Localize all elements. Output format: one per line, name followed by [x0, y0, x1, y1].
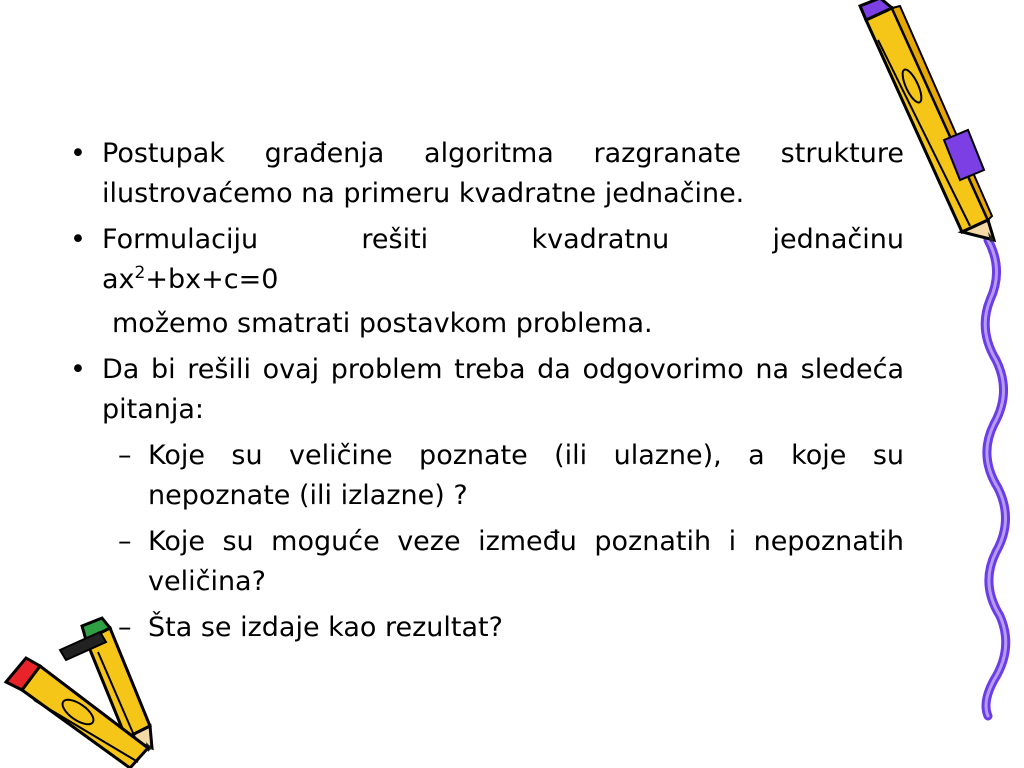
equation-rest: +bx+c=0 [145, 264, 279, 295]
bullet-text: Formulaciju rešiti kvadratnu jednačinu [102, 224, 904, 255]
sub-item-2 [66, 522, 904, 602]
sub-item-text: Šta se izdaje kao rezultat? [148, 612, 503, 643]
dash-marker: – [118, 612, 132, 643]
bullet-text: Postupak građenja algoritma razgranate strukture ilustrovaćemo na primeru kvadratne jednačine. [102, 138, 904, 209]
sub-item-3 [66, 608, 904, 648]
bullet-marker: • [70, 138, 86, 169]
bullet-item-1 [66, 134, 904, 214]
bullet-marker: • [70, 224, 86, 255]
equation-exponent: 2 [134, 263, 146, 283]
sub-item-1 [66, 436, 904, 516]
quadratic-equation [102, 260, 904, 300]
bullet-item-2 [66, 220, 904, 300]
sub-item-text: Koje su veličine poznate (ili ulazne), a koje su nepoznate (ili izlazne) ? [148, 440, 904, 511]
bullet-item-3 [66, 350, 904, 430]
slide-body [66, 134, 904, 654]
dash-marker: – [118, 440, 132, 471]
bullet-continuation [66, 304, 904, 344]
continuation-text: možemo smatrati postavkom problema. [112, 308, 653, 339]
dash-marker: – [118, 526, 132, 557]
sub-item-text: Koje su moguće veze između poznatih i nepoznatih veličina? [148, 526, 904, 597]
purple-squiggle-decoration [985, 240, 1006, 716]
equation-base: ax [102, 264, 135, 295]
bullet-text: Da bi rešili ovaj problem treba da odgovorimo na sledeća pitanja: [102, 354, 904, 425]
bullet-marker: • [70, 354, 86, 385]
